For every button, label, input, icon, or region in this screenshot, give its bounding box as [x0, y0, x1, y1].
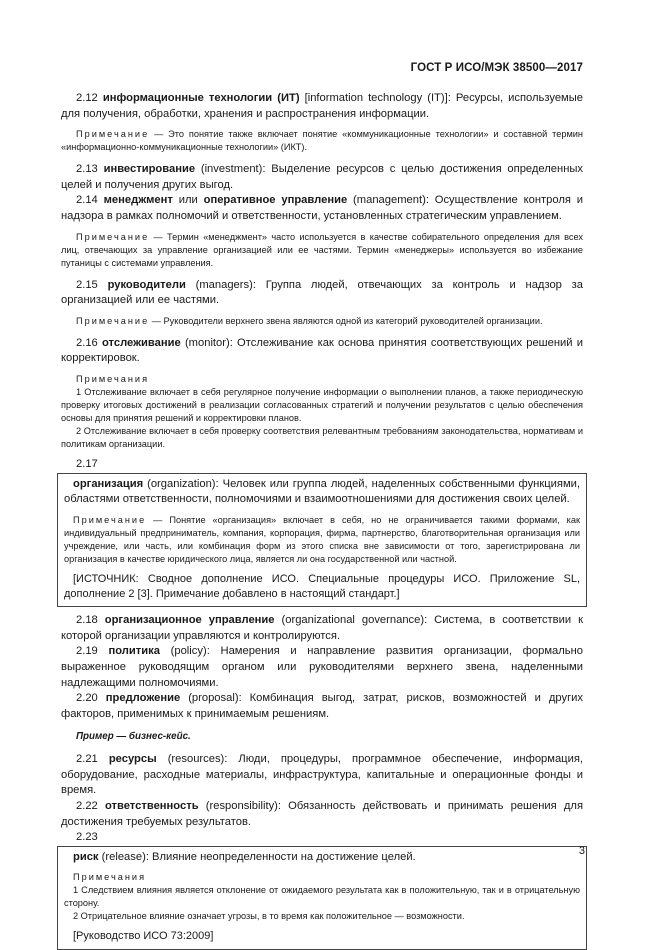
term-2-12: 2.12 информационные технологии (ИТ) [information technology (IT)]: Ресурсы, используемые для получения, обработки, хранения и распространения информации.: [61, 92, 584, 120]
term-2-20: 2.20 предложение (proposal): Комбинация выгод, затрат, рисков, возможностей и других факторов, применимых к принимаемым решениям.: [61, 692, 583, 720]
notes-heading: Примечания: [73, 872, 147, 883]
term-name: риск: [73, 850, 99, 863]
term-2-21: 2.21 ресурсы (resources): Люди, процедуры, программное обеспечение, информация, оборудование, расходные материалы, инфраструктура, капитальные и операционные фонды и время.: [61, 753, 583, 797]
term-2-17: организация (organization): Человек или группа людей, наделенных собственными функциями, областями ответственности, полномочиями и взаимоотношениями для достижения своих целей.: [64, 477, 580, 506]
term-box-2-23: [57, 846, 587, 950]
term-name: информационные технологии (ИТ): [102, 92, 300, 104]
note-2-23-1: 1 Следствием влияния является отклонение от ожидаемого результата как в положительную, так и в отрицательную сторону.: [64, 885, 580, 909]
term-name: ответственность: [104, 800, 199, 813]
term-number-2-23: 2.23: [76, 831, 98, 844]
term-name: отслеживание: [101, 336, 181, 349]
term-name: политика: [108, 645, 160, 658]
term-2-18: 2.18 организационное управление (organizational governance): Система, в соответствии к которой организации управляются и контролируются.: [61, 614, 583, 642]
term-2-22: 2.22 ответственность (responsibility): Обязанность действовать и принимать решения для достижения требуемых результатов.: [61, 800, 584, 828]
term-number-2-17: 2.17: [76, 457, 98, 470]
term-2-13: 2.13 инвестирование (investment): Выделение ресурсов с целью достижения определенных целей и получения других выгод.: [61, 163, 584, 191]
term-name: ресурсы: [108, 753, 157, 766]
term-name: руководители: [107, 278, 186, 291]
note-2-23-2: 2 Отрицательное влияние означает угрозы, в то время как положительное — возможности.: [73, 911, 465, 922]
note-2-14: Примечание — Термин «менеджмент» часто используется в качестве собирательного определения для всех лиц, отвечающих за управление организацией или ее частями. Термин «менеджеры» используется во избежание путаницы с системами управления.: [61, 231, 583, 268]
term-name: предложение: [105, 692, 181, 705]
note-2-17: Примечание — Понятие «организация» включает в себя, но не ограничивается такими формами, как индивидуальный предприниматель, компания, корпорация, фирма, партнерство, благотворительная организация или учреждение, или часть, или комбинация форм из этого списка вне зависимости от того, зарегистрирована ли организация в качестве юридического лица, является ли она государственной или частной.: [64, 514, 580, 564]
term-2-15: 2.15 руководители (managers): Группа людей, отвечающих за контроль и надзор за организацией или ее частями.: [61, 278, 584, 307]
term-name: менеджмент: [103, 194, 173, 207]
term-box-2-17: [57, 473, 587, 608]
term-2-23: риск (release): Влияние неопределенности на достижение целей.: [73, 850, 416, 863]
term-2-14: 2.14 менеджмент или оперативное управление (management): Осуществление контроля и надзора в рамках полномочий и ответственности, установленных стратегическим управлением.: [61, 194, 584, 222]
note-2-16-1: 1 Отслеживание включает в себя регулярное получение информации о выполнении планов, а также периодическую проверку итоговых достижений в реализации согласованных стратегий и получении результатов с целью обеспечения основы для принятия решений и корректировки планов.: [61, 386, 583, 423]
source-2-17: [ИСТОЧНИК: Сводное дополнение ИСО. Специальные процедуры ИСО. Приложение SL, дополнение 2 [3]. Примечание добавлено в настоящий стандарт.]: [64, 572, 580, 600]
standard-header: ГОСТ Р ИСО/МЭК 38500—2017: [410, 62, 583, 74]
example-2-20: Пример — бизнес-кейс.: [76, 731, 191, 743]
term-2-16: 2.16 отслеживание (monitor): Отслеживание как основа принятия соответствующих решений и корректировок.: [61, 336, 583, 365]
term-name: организационное управление: [104, 614, 275, 627]
page-number: 3: [578, 845, 585, 857]
notes-heading: Примечания: [76, 373, 150, 384]
note-2-16-2: 2 Отслеживание включает в себя проверку соответствия релевантным требованиям законодательства, нормативам и политикам организации.: [61, 425, 583, 449]
note-2-15: Примечание — Руководители верхнего звена являются одной из категорий руководителей организации.: [76, 315, 543, 326]
term-name: организация: [73, 477, 144, 490]
source-2-23: [Руководство ИСО 73:2009]: [73, 930, 214, 943]
term-name: инвестирование: [103, 163, 196, 176]
note-2-12: Примечание — Это понятие также включает понятие «коммуникационные технологии» и составной термин «информационно-коммуникационные технологии» (ИКТ).: [61, 129, 583, 153]
term-name-alt: оперативное управление: [203, 194, 348, 207]
page-content: [61, 91, 583, 950]
term-2-19: 2.19 политика (policy): Намерения и направление развития организации, формально выраженное руководящим органом или руководителями верхнего звена, наделенными надлежащими полномочиями.: [61, 645, 583, 689]
